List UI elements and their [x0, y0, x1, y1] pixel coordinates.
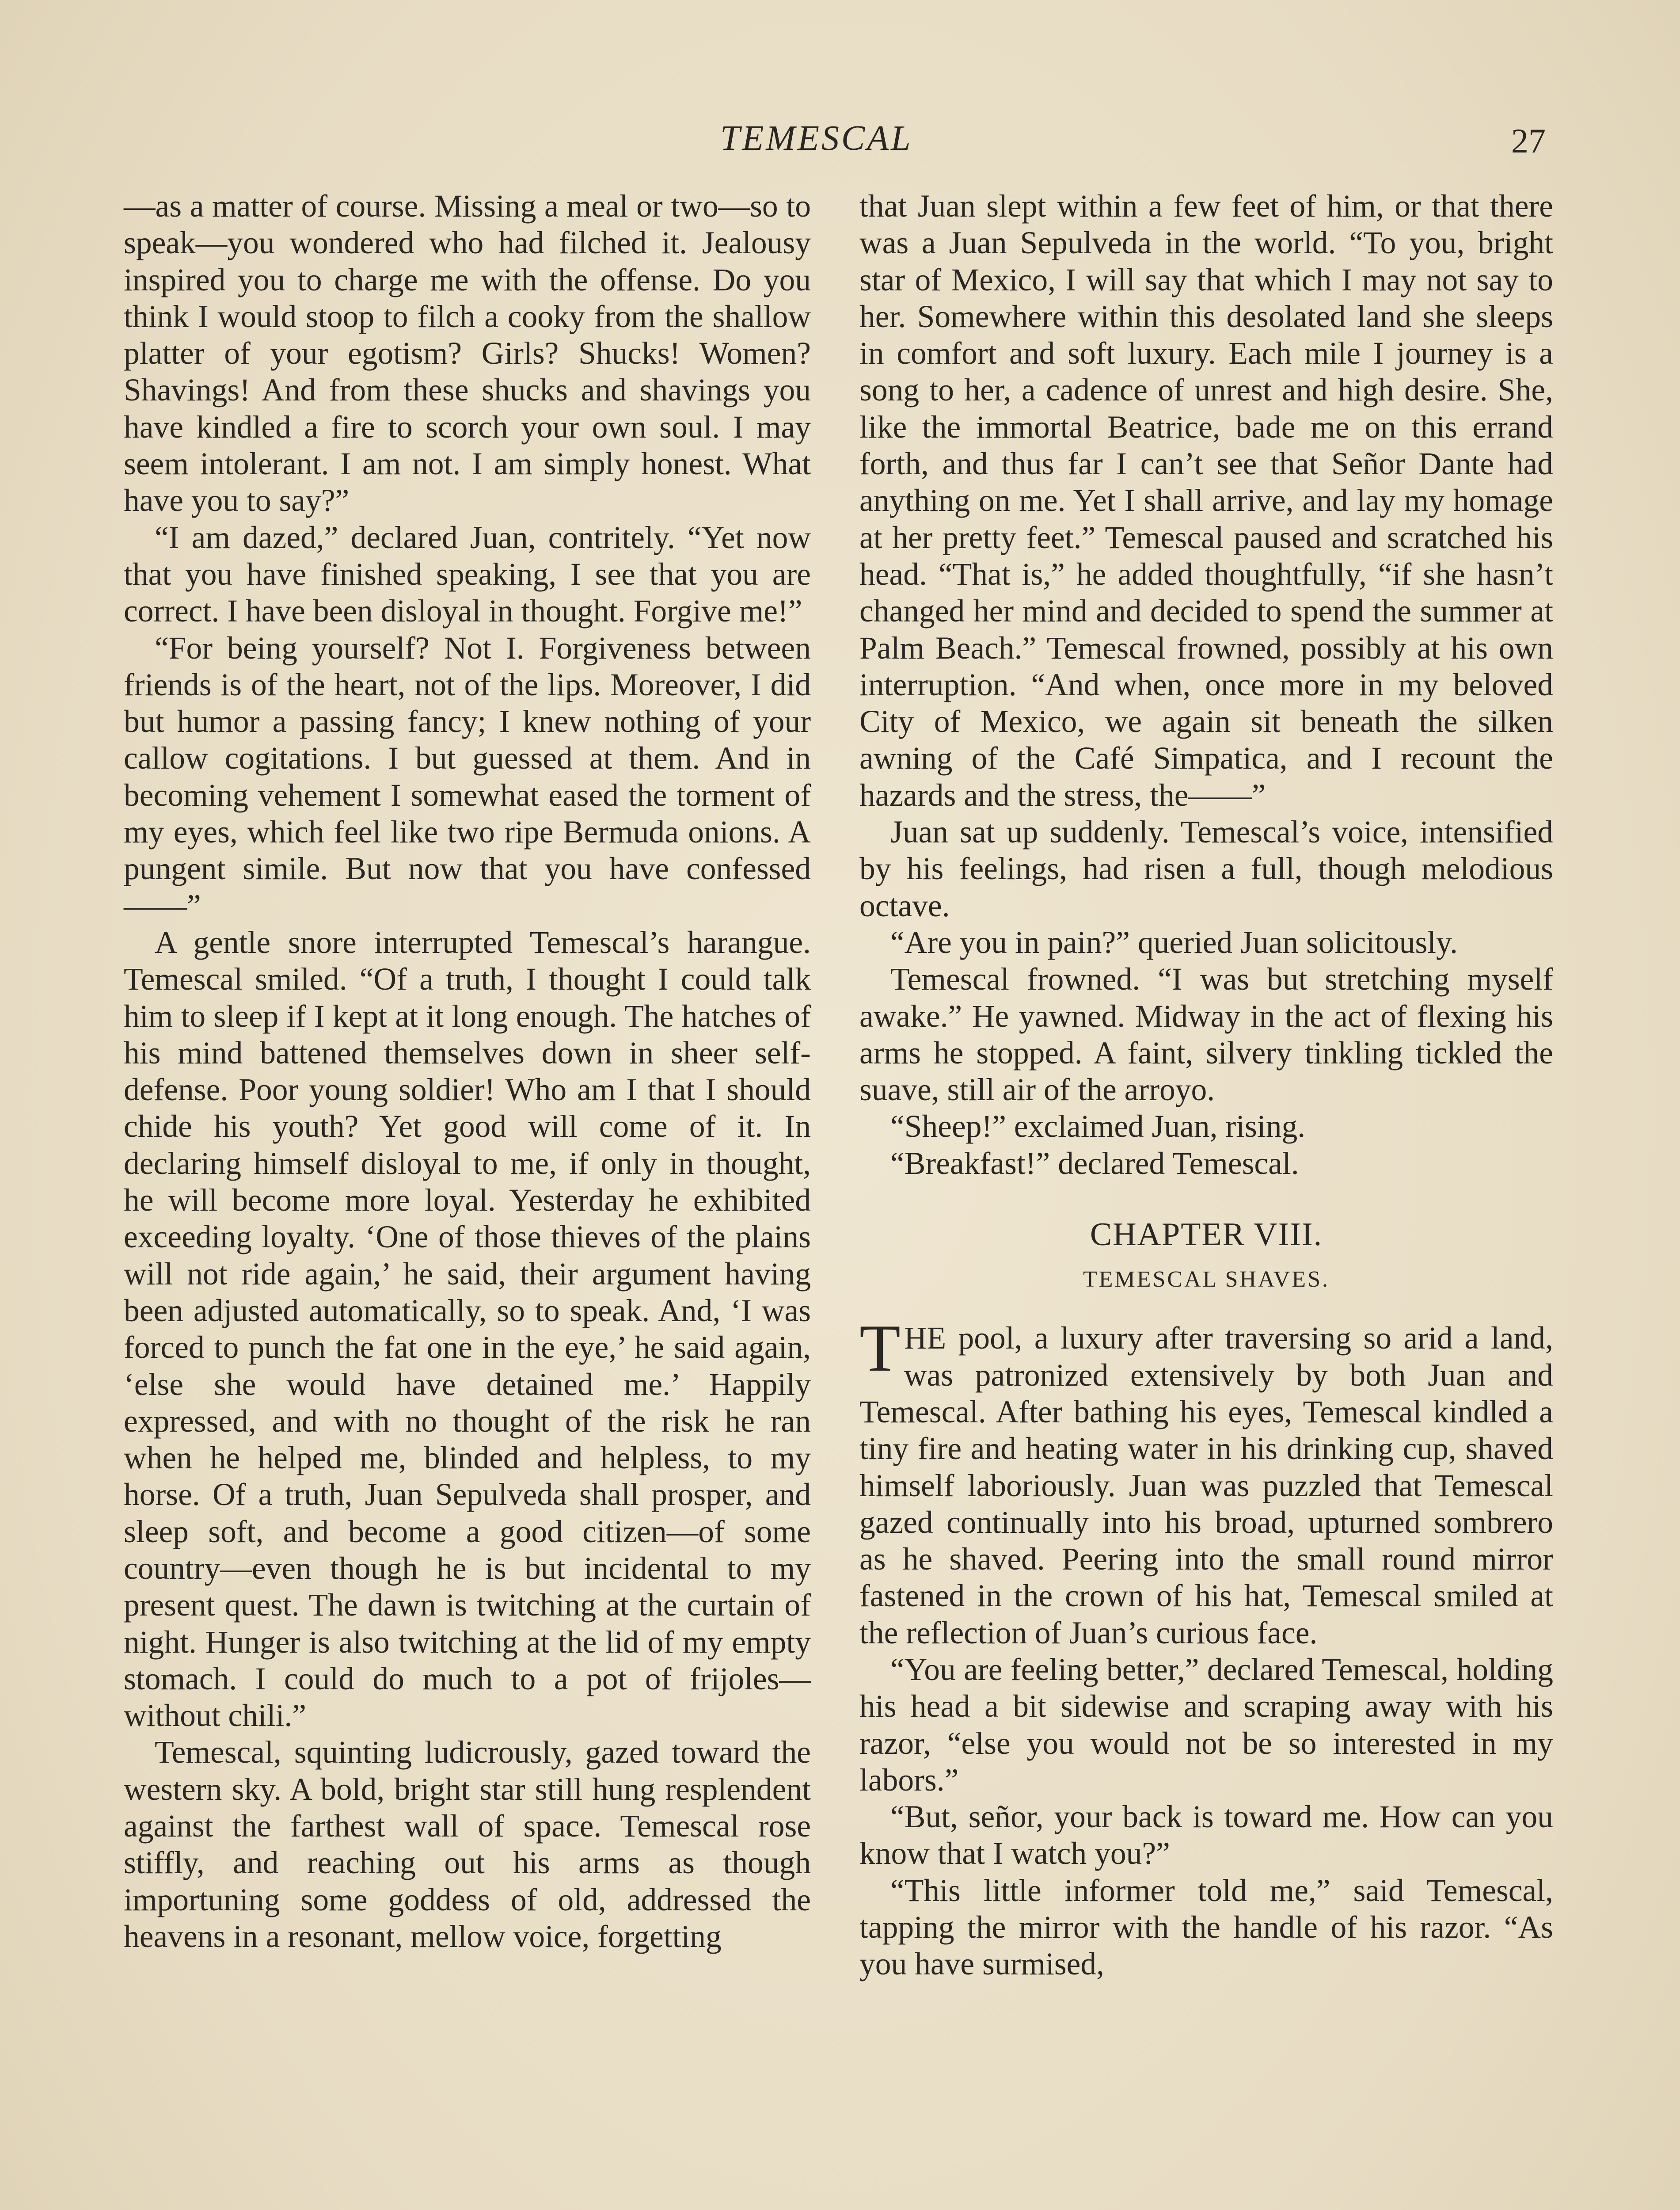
paragraph: “Are you in pain?” queried Juan solicitously.: [890, 925, 1458, 960]
paragraph: “I am dazed,” declared Juan, contritely. “Yet now that you have finished speaking, I see that you are correct. I have been disloyal in thought. Forgive me!”: [124, 520, 811, 629]
paragraph: Temescal frowned. “I was but stretching myself awake.” He yawned. Midway in the act of flexing his arms he stopped. A faint, silvery tinkling tickled the suave, still air of the arroyo.: [859, 962, 1553, 1108]
chapter-opening-paragraph: THE pool, a luxury after traversing so arid a land, was patronized extensively by both Juan and Temescal. After bathing his eyes, Temescal kindled a tiny fire and heating water in his drinking cup, shaved himself laboriously. Juan was puzzled that Temescal gazed continually into his broad, upturned sombrero as he shaved. Peering into the small round mirror fastened in the crown of his hat, Temescal smiled at the reflection of Juan’s curious face.: [859, 1311, 1553, 1650]
chapter-subtitle: TEMESCAL SHAVES.: [1083, 1267, 1330, 1292]
page-header: [0, 118, 1680, 171]
paragraph: “But, señor, your back is toward me. How can you know that I watch you?”: [859, 1799, 1553, 1871]
paragraph: Juan sat up suddenly. Temescal’s voice, intensified by his feelings, had risen a full, though melodious octave.: [859, 815, 1553, 923]
paragraph: “This little informer told me,” said Temescal, tapping the mirror with the handle of his razor. “As you have surmised,: [859, 1873, 1553, 1982]
left-column: [124, 188, 811, 1955]
paragraph: —as a matter of course. Missing a meal or two—so to speak—you wondered who had filched it. Jealousy inspired you to charge me with the offense. Do you think I would stoop to filch a cooky from the shallow platter of your egotism? Girls? Shucks! Women? Shavings! And from these shucks and shavings you have kindled a fire to scorch your own soul. I may seem intolerant. I am not. I am simply honest. What have you to say?”: [124, 189, 811, 518]
paragraph: “You are feeling better,” declared Temescal, holding his head a bit sidewise and scraping away with his razor, “else you would not be so interested in my labors.”: [859, 1652, 1553, 1798]
paragraph: “For being yourself? Not I. Forgiveness between friends is of the heart, not of the lips. Moreover, I did but humor a passing fancy; I knew nothing of your callow cogitations. I but guessed at them. And in becoming vehement I somewhat eased the torment of my eyes, which feel like two ripe Bermuda onions. A pungent simile. But now that you have confessed——”: [124, 630, 811, 923]
right-column: [859, 188, 1553, 1983]
paragraph: Temescal, squinting ludicrously, gazed toward the western sky. A bold, bright star still hung resplendent against the farthest wall of space. Temescal rose stiffly, and reaching out his arms as though importuning some goddess of old, addressed the heavens in a resonant, mellow voice, forgetting: [124, 1735, 811, 1954]
paragraph: “Breakfast!” declared Temescal.: [890, 1146, 1299, 1181]
running-title: TEMESCAL: [720, 119, 913, 158]
paragraph: that Juan slept within a few feet of him, or that there was a Juan Sepulveda in the world. “To you, bright star of Mexico, I will say that which I may not say to her. Somewhere within this desolated land she sleeps in comfort and soft luxury. Each mile I journey is a song to her, a cadence of unrest and high desire. She, like the immortal Beatrice, bade me on this errand forth, and thus far I can’t see that Señor Dante had anything on me. Yet I shall arrive, and lay my homage at her pretty feet.” Temescal paused and scratched his head. “That is,” he added thoughtfully, “if she hasn’t changed her mind and decided to spend the summer at Palm Beach.” Temescal frowned, possibly at his own interruption. “And when, once more in my beloved City of Mexico, we again sit beneath the silken awning of the Café Simpatica, and I recount the hazards and the stress, the——”: [859, 189, 1553, 813]
paragraph: A gentle snore interrupted Temescal’s harangue. Temescal smiled. “Of a truth, I thought I could talk him to sleep if I kept at it long enough. The hatches of his mind battened themselves down in sheer self-defense. Poor young soldier! Who am I that I should chide his youth? Yet good will come of it. In declaring himself disloyal to me, if only in thought, he will become more loyal. Yesterday he exhibited exceeding loyalty. ‘One of those thieves of the plains will not ride again,’ he said, their argument having been adjusted automatically, so to speak. And, ‘I was forced to punch the fat one in the eye,’ he said again, ‘else she would have detained me.’ Happily expressed, and with no thought of the risk he ran when he helped me, blinded and helpless, to my horse. Of a truth, Juan Sepulveda shall prosper, and sleep soft, and become a good citizen—of some country—even though he is but incidental to my present quest. The dawn is twitching at the curtain of night. Hunger is also twitching at the lid of my empty stomach. I could do much to a pot of frijoles—without chili.”: [124, 925, 811, 1734]
chapter-heading: CHAPTER VIII.: [1090, 1216, 1323, 1253]
page-number: 27: [1511, 122, 1546, 160]
paragraph: “Sheep!” exclaimed Juan, rising.: [890, 1109, 1306, 1144]
